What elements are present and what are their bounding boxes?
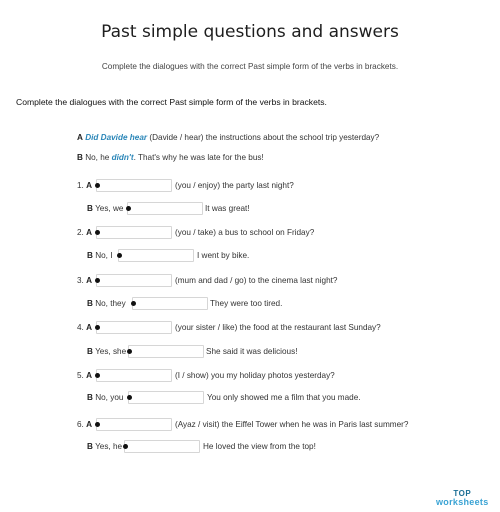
item-1-b-line [87, 203, 123, 215]
item-2-b-pre: No, I [95, 251, 113, 260]
item-4-b-answer-field[interactable] [128, 345, 204, 358]
item-3-b-post: They were too tired. [210, 299, 283, 308]
example-b-line [77, 152, 264, 164]
speaker-b-label: B [87, 204, 93, 213]
exercise-instruction: Complete the dialogues with the correct Past simple form of the verbs in brackets. [16, 97, 327, 107]
item-2-b-answer-field[interactable] [118, 249, 194, 262]
speaker-a-label: A [86, 371, 93, 380]
logo-line-1: TOP [453, 489, 472, 498]
speaker-b-label: B [87, 347, 93, 356]
speaker-a-label: A [86, 276, 93, 285]
item-6-b-line [87, 441, 122, 453]
item-5-b-pre: No, you [95, 393, 124, 402]
example-b-answer: didn't [111, 153, 134, 162]
item-4-a-prompt: (your sister / like) the food at the restaurant last Sunday? [175, 323, 381, 332]
item-2-a-answer-field[interactable] [96, 226, 172, 239]
speaker-a-label: A [86, 420, 93, 429]
item-1-b-pre: Yes, we [95, 204, 124, 213]
item-number: 6. [77, 420, 84, 429]
item-5-b-line [87, 392, 123, 404]
item-2-b-line [87, 250, 113, 262]
example-a-line [77, 132, 379, 144]
item-3-a-prompt: (mum and dad / go) to the cinema last night? [175, 276, 338, 285]
logo-line-2: worksheets [436, 497, 489, 507]
item-number: 4. [77, 323, 84, 332]
item-4-b-line [87, 346, 126, 358]
item-5-a-prompt: (I / show) you my holiday photos yesterday? [175, 371, 335, 380]
item-3-b-answer-field[interactable] [132, 297, 208, 310]
item-number: 5. [77, 371, 84, 380]
item-2-a-prompt: (you / take) a bus to school on Friday? [175, 228, 315, 237]
topworksheets-logo [436, 489, 489, 507]
speaker-b-label: B [77, 153, 83, 162]
speaker-a-label: A [77, 133, 83, 142]
speaker-a-label: A [86, 323, 93, 332]
item-3-a-answer-field[interactable] [96, 274, 172, 287]
example-b-pre: No, he [85, 153, 110, 162]
speaker-b-label: B [87, 251, 93, 260]
item-6-b-post: He loved the view from the top! [203, 442, 316, 451]
page-subtitle: Complete the dialogues with the correct Past simple form of the verbs in brackets. [101, 62, 399, 71]
speaker-b-label: B [87, 299, 93, 308]
item-1-a-line [77, 180, 92, 192]
item-2-b-post: I went by bike. [197, 251, 250, 260]
item-5-a-line [77, 370, 92, 382]
item-number: 3. [77, 276, 84, 285]
item-6-a-line [77, 419, 92, 431]
item-1-b-answer-field[interactable] [127, 202, 203, 215]
item-6-b-pre: Yes, he [95, 442, 123, 451]
item-6-a-prompt: (Ayaz / visit) the Eiffel Tower when he was in Paris last summer? [175, 420, 409, 429]
item-6-b-answer-field[interactable] [124, 440, 200, 453]
item-5-a-answer-field[interactable] [96, 369, 172, 382]
item-5-b-post: You only showed me a film that you made. [207, 393, 361, 402]
item-3-b-line [87, 298, 126, 310]
item-4-a-line [77, 322, 92, 334]
item-2-a-line [77, 227, 92, 239]
item-1-b-post: It was great! [205, 204, 250, 213]
example-a-answer: Did Davide hear [85, 133, 148, 142]
speaker-a-label: A [86, 228, 93, 237]
item-3-b-pre: No, they [95, 299, 126, 308]
item-6-a-answer-field[interactable] [96, 418, 172, 431]
item-1-a-prompt: (you / enjoy) the party last night? [175, 181, 294, 190]
example-b-post: . That's why he was late for the bus! [133, 153, 264, 162]
item-4-b-post: She said it was delicious! [206, 347, 298, 356]
speaker-a-label: A [86, 181, 93, 190]
speaker-b-label: B [87, 442, 93, 451]
item-4-a-answer-field[interactable] [96, 321, 172, 334]
page-title: Past simple questions and answers [101, 22, 399, 42]
example-a-prompt: (Davide / hear) the instructions about the school trip yesterday? [149, 133, 380, 142]
item-number: 2. [77, 228, 84, 237]
item-4-b-pre: Yes, she [95, 347, 127, 356]
item-1-a-answer-field[interactable] [96, 179, 172, 192]
item-5-b-answer-field[interactable] [128, 391, 204, 404]
speaker-b-label: B [87, 393, 93, 402]
item-number: 1. [77, 181, 84, 190]
item-3-a-line [77, 275, 92, 287]
